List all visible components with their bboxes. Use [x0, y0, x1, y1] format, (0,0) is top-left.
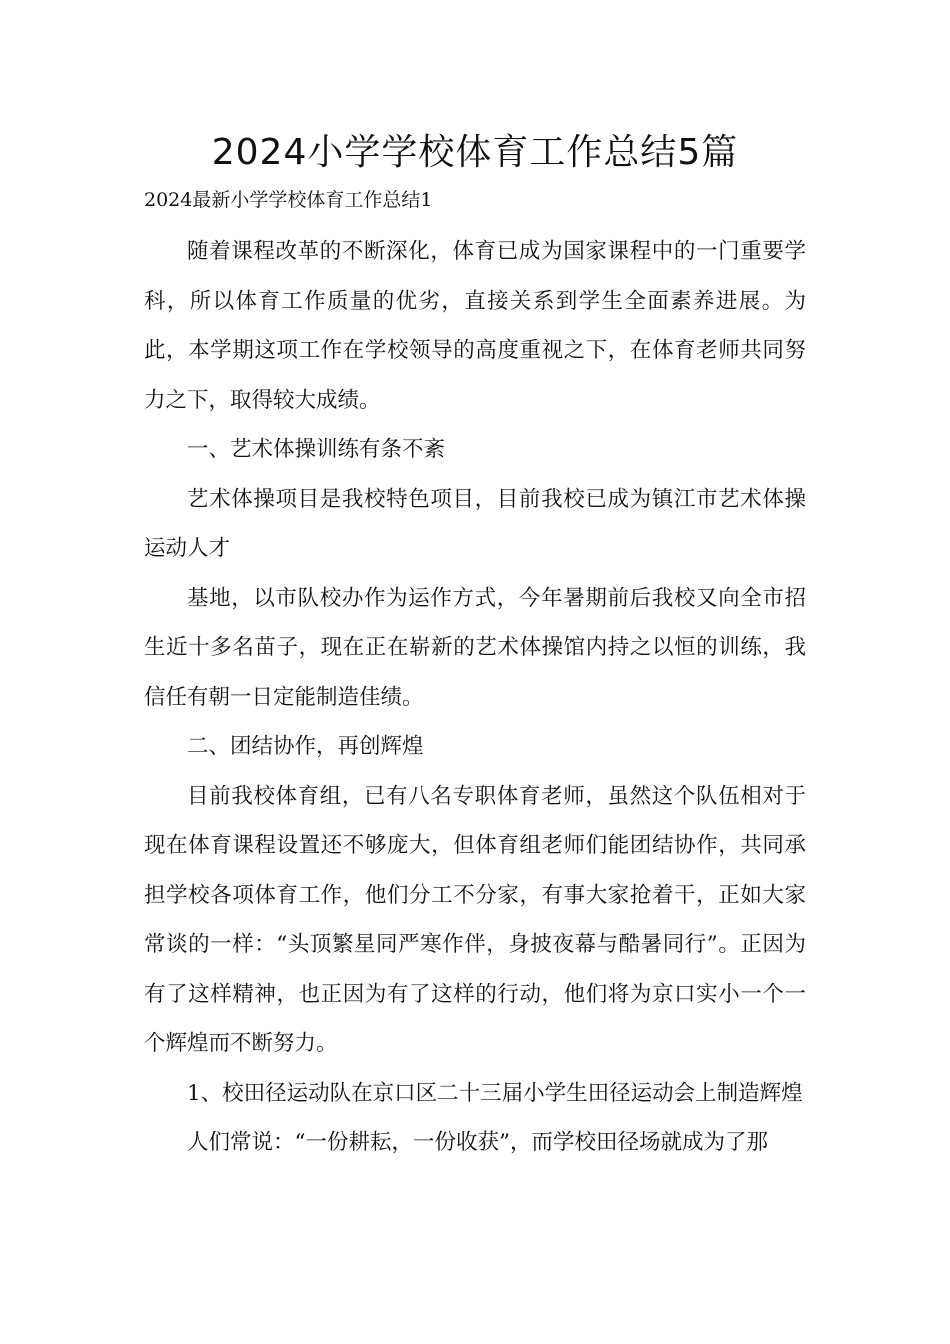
paragraph: 基地，以市队校办作为运作方式，今年暑期前后我校又向全市招生近十多名苗子，现在正在崭新的艺术体操馆内持之以恒的训练，我信任有朝一日定能制造佳绩。: [144, 585, 806, 710]
document-subtitle: 2024最新小学学校体育工作总结1: [144, 189, 433, 211]
document-title: 2024小学学校体育工作总结5篇: [211, 132, 739, 173]
paragraph: 目前我校体育组，已有八名专职体育老师，虽然这个队伍相对于现在体育课程设置还不够庞大，但体育组老师们能团结协作，共同承担学校各项体育工作，他们分工不分家，有事大家抢着干，正如大家常谈的一样：“头顶繁星同严寒作伴，身披夜幕与酷暑同行”。正因为有了这样精神，也正因为有了这样的行动，他们将为京口实小一个一个辉煌而不断努力。: [144, 783, 806, 1056]
paragraph-intro: 随着课程改革的不断深化，体育已成为国家课程中的一门重要学科，所以体育工作质量的优劣，直接关系到学生全面素养进展。为此，本学期这项工作在学校领导的高度重视之下，在体育老师共同努力之下，取得较大成绩。: [144, 239, 806, 413]
paragraph: 艺术体操项目是我校特色项目，目前我校已成为镇江市艺术体操运动人才: [144, 486, 806, 561]
paragraph: 人们常说：“一份耕耘，一份收获”，而学校田径场就成为了那: [187, 1130, 768, 1155]
section-heading-1: 一、艺术体操训练有条不紊: [187, 437, 446, 462]
document-body: [144, 227, 806, 1168]
section-heading-2: 二、团结协作，再创辉煌: [187, 734, 424, 759]
subsection-heading-1: 1、校田径运动队在京口区二十三届小学生田径运动会上制造辉煌: [187, 1080, 803, 1106]
